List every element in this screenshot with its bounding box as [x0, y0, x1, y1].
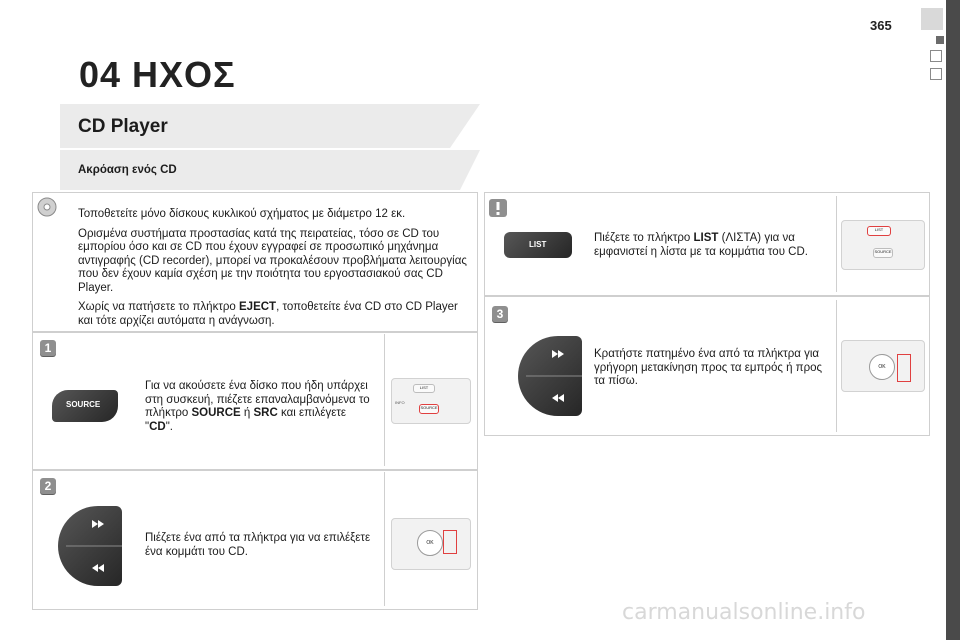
exclamation-icon: [488, 198, 508, 218]
chapter-number: 04: [79, 54, 122, 95]
page-number: 365: [870, 18, 892, 33]
step-2-text: Πιέζετε ένα από τα πλήκτρα για να επιλέξετε ένα κομμάτι του CD.: [145, 532, 371, 558]
chapter-title: ΗΧΟΣ: [132, 54, 236, 95]
step-1-text: Για να ακούσετε ένα δίσκο που ήδη υπάρχει στη συσκευή, πιέζετε επαναλαμβανόμενα το πλήκτρο SOURCE ή SRC και επιλέγετε "CD".: [145, 380, 370, 433]
step-badge: 1: [40, 340, 56, 356]
eject-key-label: EJECT: [239, 301, 277, 313]
dashboard-mini-4: OK: [836, 300, 927, 432]
margin-square: [930, 50, 942, 62]
intro-p1: Τοποθετείτε μόνο δίσκους κυκλικού σχήματος με διάμετρο 12 εκ.: [78, 208, 406, 220]
dashboard-mini-2: OK: [384, 472, 475, 606]
watermark: carmanualsonline.info: [622, 600, 866, 625]
source-key-illustration: SOURCE: [52, 390, 118, 422]
list-key-illustration: LIST: [504, 232, 572, 258]
corner-dot: [936, 36, 944, 44]
subsection-title: Ακρόαση ενός CD: [78, 164, 177, 176]
fast-seek-keys-illustration: [518, 336, 582, 416]
dashboard-mini-3: LIST SOURCE: [836, 196, 927, 292]
cd-icon: [36, 196, 58, 218]
step-3-text: Κρατήστε πατημένο ένα από τα πλήκτρα για γρήγορη μετακίνηση προς τα εμπρός ή προς τα πίσω.: [594, 348, 823, 387]
intro-p3: Χωρίς να πατήσετε το πλήκτρο EJECT, τοποθετείτε ένα CD στο CD Player και τότε αρχίζει αυτόματα η ανάγνωση.: [78, 301, 458, 327]
intro-text: [78, 208, 470, 334]
dashboard-mini-1: LIST SOURCE INFO: [384, 334, 475, 466]
seek-keys-illustration: [58, 506, 122, 586]
margin-square: [930, 68, 942, 80]
section-title: CD Player: [78, 116, 168, 137]
list-step-text: Πιέζετε το πλήκτρο LIST (ΛΙΣΤΑ) για να εμφανιστεί η λίστα με τα κομμάτια του CD.: [594, 232, 808, 258]
step-badge: 3: [492, 306, 508, 322]
page-edge-bar: [946, 0, 960, 640]
corner-marker: [921, 8, 943, 30]
intro-p2: Ορισμένα συστήματα προστασίας κατά της πειρατείας, τόσο σε CD του εμπορίου όσο και σε CD που έχουν εγγραφεί σε προσωπικό μηχάνημα αντιγραφής (CD recorder), μπορεί να προκαλέσουν προβλήματα λειτουργίας που δεν έχουν καμία σχέση με την ποιότητα του εργοστασιακού σας CD Player.: [78, 227, 467, 294]
step-badge: 2: [40, 478, 56, 494]
